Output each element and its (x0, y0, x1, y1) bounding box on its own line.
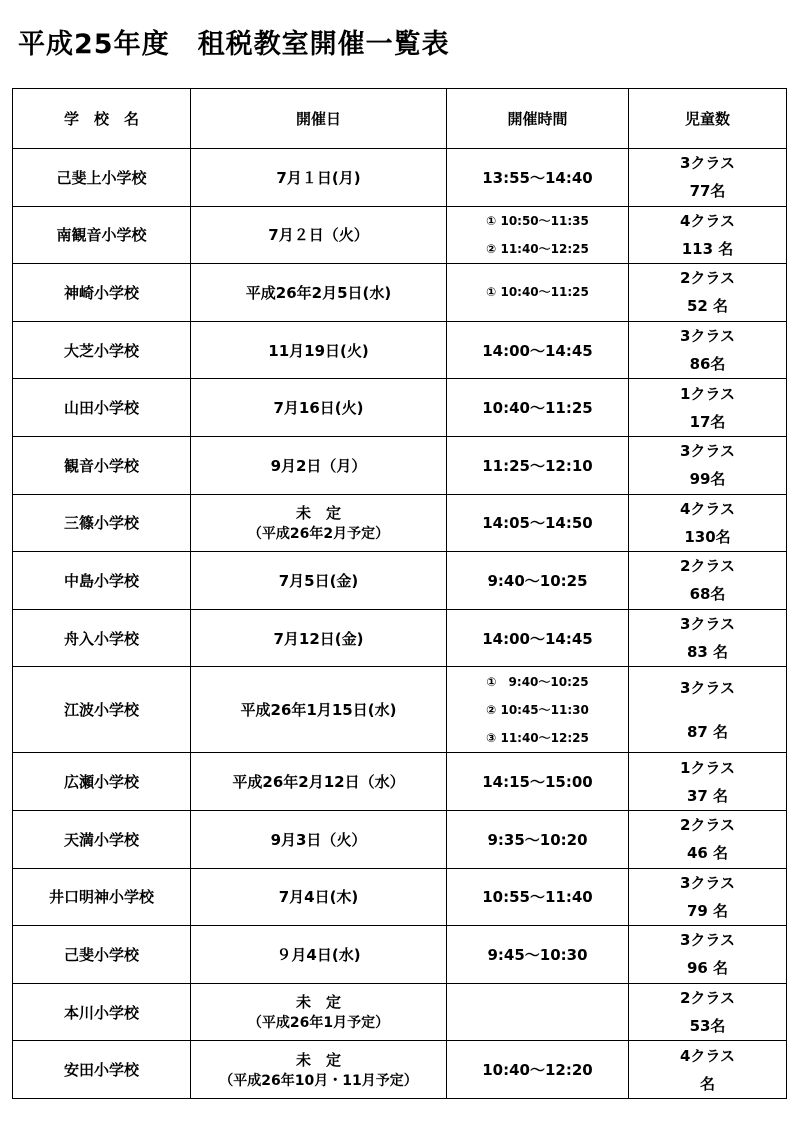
time-cell (447, 379, 629, 437)
student-count-cell (629, 206, 787, 264)
class-count: 2クラス (680, 557, 735, 576)
time-slot: 14:05～14:50 (482, 514, 593, 533)
student-count: 130名 (684, 527, 731, 546)
date-note: （平成26年1月予定） (247, 1015, 390, 1032)
student-count: 86名 (689, 355, 726, 374)
time-slot: ③ 11:40～12:25 (486, 730, 589, 745)
time-cell (447, 609, 629, 667)
date-cell (191, 1041, 447, 1099)
table-row (13, 868, 787, 926)
date-cell (191, 206, 447, 264)
time-slot: 9:35～10:20 (487, 830, 588, 849)
time-slot: 10:55～11:40 (482, 888, 593, 907)
school-name: 山田小学校 (63, 399, 139, 418)
student-count-cell (629, 321, 787, 379)
student-count-cell (629, 264, 787, 322)
time-cell (447, 868, 629, 926)
school-name: 中島小学校 (63, 571, 139, 590)
school-name-cell (13, 753, 191, 811)
school-name: 舟入小学校 (63, 629, 139, 648)
date-text: 7月5日(金) (278, 571, 359, 590)
student-count: 37 名 (686, 786, 729, 805)
date-text: 9月2日（月） (270, 456, 367, 475)
header-date: 開催日 (191, 89, 447, 149)
student-count-cell (629, 1041, 787, 1099)
time-slot: ① 10:40～11:25 (486, 285, 589, 300)
time-cell (447, 983, 629, 1041)
date-cell (191, 379, 447, 437)
table-row (13, 494, 787, 552)
time-slot: 14:00～14:45 (482, 629, 593, 648)
time-cell (447, 321, 629, 379)
school-name-cell (13, 321, 191, 379)
class-count: 3クラス (680, 327, 735, 346)
table-row (13, 264, 787, 322)
date-cell (191, 868, 447, 926)
school-name-cell (13, 436, 191, 494)
schedule-table (12, 88, 787, 1099)
student-count: 96 名 (686, 959, 729, 978)
table-row (13, 379, 787, 437)
class-count: 3クラス (680, 678, 735, 697)
date-cell (191, 149, 447, 207)
school-name: 広瀬小学校 (63, 773, 139, 792)
page-title: 平成25年度 租税教室開催一覧表 (18, 29, 450, 60)
time-slot: ① 10:50～11:35 (486, 213, 589, 228)
school-name: 大芝小学校 (63, 341, 139, 360)
time-slot: ② 10:45～11:30 (486, 702, 589, 717)
date-cell (191, 321, 447, 379)
date-cell (191, 983, 447, 1041)
school-name-cell (13, 810, 191, 868)
date-cell (191, 609, 447, 667)
school-name: 南観音小学校 (56, 226, 147, 245)
student-count: 17名 (689, 412, 726, 431)
student-count: 87 名 (686, 722, 729, 741)
student-count-cell (629, 379, 787, 437)
school-name: 己斐小学校 (63, 945, 139, 964)
time-cell (447, 1041, 629, 1099)
class-count: 3クラス (680, 615, 735, 634)
school-name: 安田小学校 (63, 1061, 139, 1080)
school-name-cell (13, 379, 191, 437)
class-count: 4クラス (680, 211, 735, 230)
school-name: 己斐上小学校 (56, 168, 147, 187)
date-text: 11月19日(火) (268, 341, 369, 360)
school-name-cell (13, 667, 191, 753)
student-count: 113 名 (681, 239, 734, 258)
class-count: 3クラス (680, 873, 735, 892)
time-cell (447, 264, 629, 322)
school-name: 観音小学校 (63, 456, 139, 475)
time-cell (447, 667, 629, 753)
time-cell (447, 552, 629, 610)
date-cell (191, 753, 447, 811)
header-school: 学 校 名 (13, 89, 191, 149)
school-name-cell (13, 206, 191, 264)
table-row (13, 206, 787, 264)
school-name: 江波小学校 (63, 701, 139, 720)
school-name: 井口明神小学校 (48, 888, 154, 907)
time-cell (447, 753, 629, 811)
date-text: 7月16日(火) (273, 399, 364, 418)
date-text: 未 定 (295, 1050, 341, 1069)
date-cell (191, 810, 447, 868)
date-cell (191, 436, 447, 494)
date-text: 7月12日(金) (273, 629, 364, 648)
school-name-cell (13, 149, 191, 207)
student-count-cell (629, 983, 787, 1041)
table-row (13, 810, 787, 868)
date-text: 未 定 (295, 503, 341, 522)
school-name-cell (13, 264, 191, 322)
date-text: 平成26年2月12日（水） (232, 773, 405, 792)
class-count: 2クラス (680, 816, 735, 835)
class-count: 3クラス (680, 154, 735, 173)
header-count: 児童数 (629, 89, 787, 149)
date-cell (191, 494, 447, 552)
student-count-cell (629, 667, 787, 753)
school-name-cell (13, 609, 191, 667)
student-count: 46 名 (686, 844, 729, 863)
student-count-cell (629, 810, 787, 868)
class-count: 3クラス (680, 931, 735, 950)
header-time: 開催時間 (447, 89, 629, 149)
time-cell (447, 436, 629, 494)
class-count: 4クラス (680, 1046, 735, 1065)
time-cell (447, 494, 629, 552)
time-cell (447, 206, 629, 264)
date-note: （平成26年10月・11月予定） (219, 1072, 418, 1089)
student-count-cell (629, 753, 787, 811)
student-count: 77名 (689, 182, 726, 201)
date-text: 7月２日（火） (268, 226, 369, 245)
table-row (13, 552, 787, 610)
time-cell (447, 926, 629, 984)
student-count-cell (629, 552, 787, 610)
table-row (13, 149, 787, 207)
time-slot: 10:40～11:25 (482, 399, 593, 418)
time-slot: ① 9:40～10:25 (486, 674, 589, 689)
table-row (13, 436, 787, 494)
student-count-cell (629, 494, 787, 552)
table-row (13, 983, 787, 1041)
student-count-cell (629, 149, 787, 207)
school-name: 三篠小学校 (63, 514, 139, 533)
table-row (13, 609, 787, 667)
time-slot: 10:40～12:20 (482, 1061, 593, 1080)
date-cell (191, 926, 447, 984)
student-count: 52 名 (686, 297, 729, 316)
date-text: 平成26年1月15日(水) (240, 701, 397, 720)
date-text: 7月4日(木) (278, 888, 359, 907)
date-text: 9月3日（火） (270, 830, 367, 849)
time-cell (447, 810, 629, 868)
class-count: 4クラス (680, 499, 735, 518)
time-slot: ② 11:40～12:25 (486, 241, 589, 256)
school-name: 天満小学校 (63, 830, 139, 849)
date-text: ９月4日(水) (276, 945, 361, 964)
school-name-cell (13, 494, 191, 552)
date-note: （平成26年2月予定） (247, 525, 390, 542)
student-count-cell (629, 609, 787, 667)
class-count: 1クラス (680, 758, 735, 777)
student-count: 79 名 (686, 901, 729, 920)
class-count: 3クラス (680, 442, 735, 461)
date-text: 7月１日(月) (276, 168, 361, 187)
class-count: 1クラス (680, 384, 735, 403)
student-count: 53名 (689, 1017, 726, 1036)
table-row (13, 667, 787, 753)
date-text: 平成26年2月5日(水) (245, 283, 392, 302)
school-name: 神崎小学校 (63, 283, 139, 302)
table-row (13, 926, 787, 984)
table-row (13, 753, 787, 811)
time-slot: 13:55～14:40 (482, 168, 593, 187)
time-cell (447, 149, 629, 207)
class-count: 2クラス (680, 269, 735, 288)
student-count: 68名 (689, 585, 726, 604)
date-text: 未 定 (295, 993, 341, 1012)
time-slot: 9:40～10:25 (487, 571, 588, 590)
school-name-cell (13, 1041, 191, 1099)
date-cell (191, 552, 447, 610)
time-slot: 9:45～10:30 (487, 945, 588, 964)
student-count: 83 名 (686, 643, 729, 662)
student-count-cell (629, 868, 787, 926)
school-name-cell (13, 926, 191, 984)
time-slot: 14:15～15:00 (482, 773, 593, 792)
table-row (13, 1041, 787, 1099)
schedule-body (13, 149, 787, 1099)
student-count: 99名 (689, 470, 726, 489)
date-cell (191, 667, 447, 753)
school-name-cell (13, 868, 191, 926)
school-name-cell (13, 552, 191, 610)
student-count-cell (629, 926, 787, 984)
date-cell (191, 264, 447, 322)
student-count: 名 (699, 1074, 715, 1093)
time-slot: 11:25～12:10 (482, 456, 593, 475)
class-count: 2クラス (680, 989, 735, 1008)
student-count-cell (629, 436, 787, 494)
header-row (13, 89, 787, 149)
table-row (13, 321, 787, 379)
school-name: 本川小学校 (63, 1003, 139, 1022)
time-slot: 14:00～14:45 (482, 341, 593, 360)
school-name-cell (13, 983, 191, 1041)
